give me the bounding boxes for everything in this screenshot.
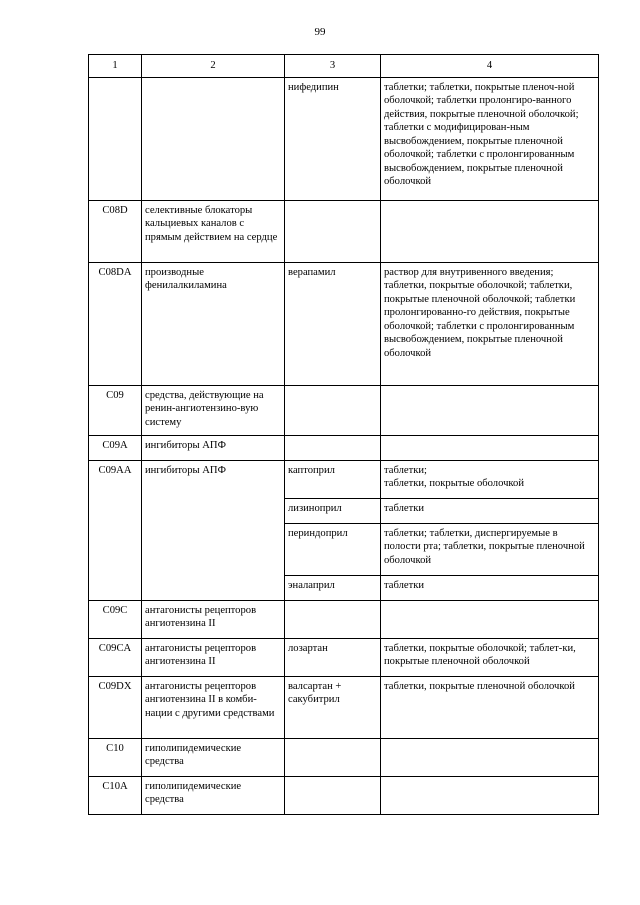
table-row <box>89 385 599 435</box>
dosage-forms: таблетки; таблетки, покрытые пленоч-ной оболочкой; таблетки пролонгиро-ванного действия, покрытые пленочной оболочкой; таблетки с модифицирован-ным высвобождением, покрытые пленочной оболочкой; таблетки с пролонгированным высвобождением, покрытые пленочной оболочкой <box>381 77 599 200</box>
dosage-forms: таблетки <box>381 575 599 600</box>
dosage-forms: таблетки; таблетки, покрытые оболочкой <box>381 460 599 498</box>
drug-name <box>285 776 381 814</box>
group-name: ингибиторы АПФ <box>142 460 285 600</box>
dosage-forms: таблетки <box>381 498 599 523</box>
dosage-forms <box>381 435 599 460</box>
dosage-forms: таблетки; таблетки, диспергируемые в полости рта; таблетки, покрытые пленочной оболочкой <box>381 523 599 575</box>
drug-name: лизиноприл <box>285 498 381 523</box>
table-row <box>89 262 599 385</box>
drug-name <box>285 600 381 638</box>
dosage-forms <box>381 200 599 262</box>
drug-name <box>285 200 381 262</box>
drug-name: периндоприл <box>285 523 381 575</box>
drug-name: лозартан <box>285 638 381 676</box>
group-name: селективные блокаторы кальциевых каналов с прямым действием на сердце <box>142 200 285 262</box>
atc-code: C09 <box>89 385 142 435</box>
table-row <box>89 676 599 738</box>
atc-code: C10 <box>89 738 142 776</box>
atc-code: C08DA <box>89 262 142 385</box>
dosage-forms <box>381 600 599 638</box>
group-name: гиполипидемические средства <box>142 738 285 776</box>
drug-name: эналаприл <box>285 575 381 600</box>
page-number: 99 <box>314 26 326 38</box>
column-header: 3 <box>285 55 381 78</box>
dosage-forms: таблетки, покрытые оболочкой; таблет-ки, покрытые пленочной оболочкой <box>381 638 599 676</box>
table-row <box>89 200 599 262</box>
atc-code: C09AA <box>89 460 142 600</box>
table-row <box>89 460 599 498</box>
column-header: 1 <box>89 55 142 78</box>
atc-code: C08D <box>89 200 142 262</box>
atc-code: C09DX <box>89 676 142 738</box>
dosage-forms <box>381 776 599 814</box>
group-name <box>142 77 285 200</box>
drug-name <box>285 435 381 460</box>
drug-name: верапамил <box>285 262 381 385</box>
table-header-row <box>89 55 599 78</box>
table-row <box>89 77 599 200</box>
atc-code: C09C <box>89 600 142 638</box>
column-header: 4 <box>381 55 599 78</box>
dosage-forms: таблетки, покрытые пленочной оболочкой <box>381 676 599 738</box>
group-name: антагонисты рецепторов ангиотензина II <box>142 638 285 676</box>
column-header: 2 <box>142 55 285 78</box>
group-name: антагонисты рецепторов ангиотензина II в комби-нации с другими средствами <box>142 676 285 738</box>
atc-code: C09A <box>89 435 142 460</box>
atc-code <box>89 77 142 200</box>
drug-name <box>285 738 381 776</box>
group-name: производные фенилалкиламина <box>142 262 285 385</box>
drug-name <box>285 385 381 435</box>
table-row <box>89 738 599 776</box>
drug-table <box>88 54 599 815</box>
table-row <box>89 776 599 814</box>
dosage-forms <box>381 385 599 435</box>
dosage-forms: раствор для внутривенного введения; таблетки, покрытые оболочкой; таблетки, покрытые пленочной оболочкой; таблетки пролонгированно-го действия, покрытые оболочкой; таблетки с пролонгированным высвобождением, покрытые пленочной оболочкой <box>381 262 599 385</box>
group-name: гиполипидемические средства <box>142 776 285 814</box>
dosage-forms <box>381 738 599 776</box>
group-name: ингибиторы АПФ <box>142 435 285 460</box>
table-row <box>89 638 599 676</box>
atc-code: C09CA <box>89 638 142 676</box>
group-name: антагонисты рецепторов ангиотензина II <box>142 600 285 638</box>
group-name: средства, действующие на ренин-ангиотензино-вую систему <box>142 385 285 435</box>
atc-code: C10A <box>89 776 142 814</box>
drug-name: валсартан + сакубитрил <box>285 676 381 738</box>
drug-name: каптоприл <box>285 460 381 498</box>
table-row <box>89 600 599 638</box>
table-row <box>89 435 599 460</box>
drug-name: нифедипин <box>285 77 381 200</box>
